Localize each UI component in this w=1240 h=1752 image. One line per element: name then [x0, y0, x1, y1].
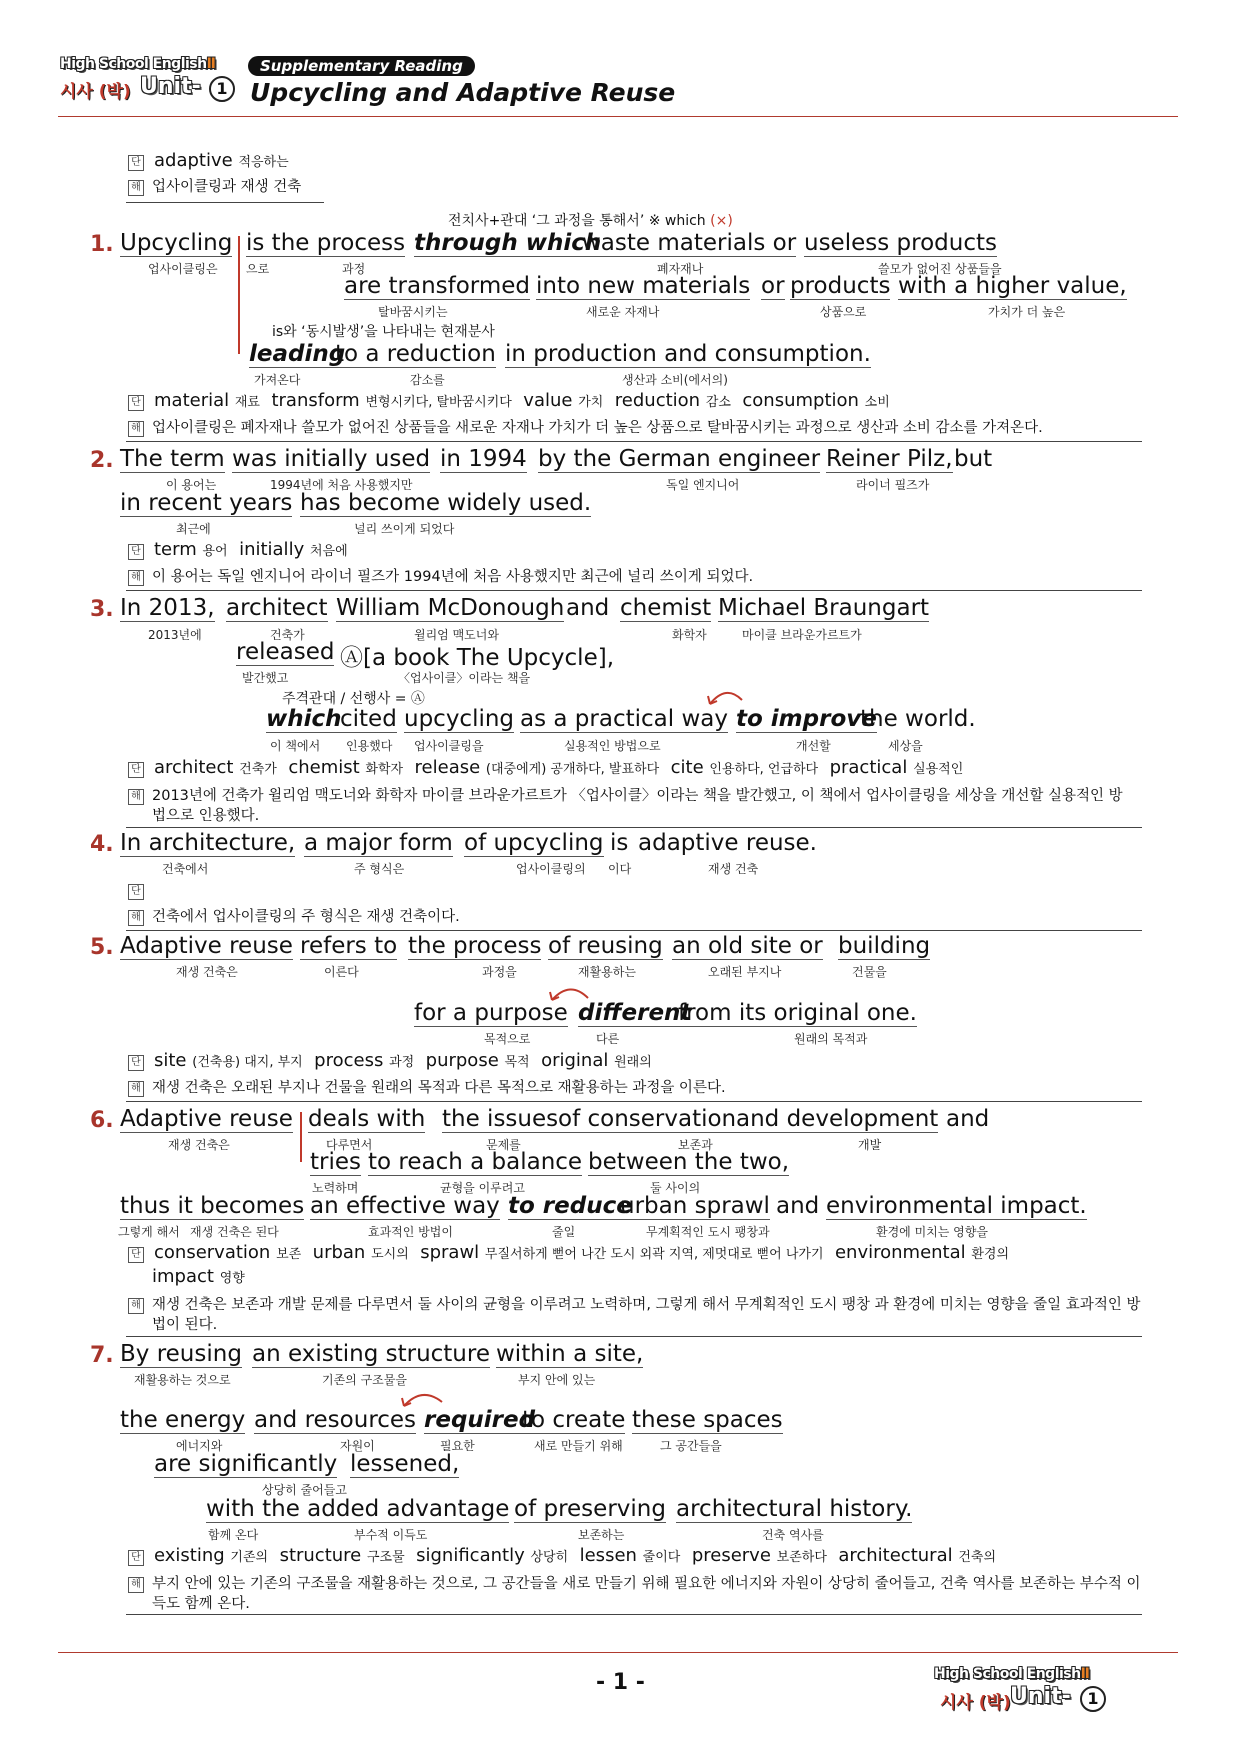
gloss: 줄일 [552, 1225, 576, 1239]
gloss: 무계획적인 도시 팽창과 [646, 1225, 770, 1239]
gloss: 그 공간들을 [660, 1439, 722, 1453]
phrase: lessened, [350, 1451, 460, 1477]
gloss: 으로 [246, 262, 270, 276]
phrase: the process [408, 933, 542, 959]
phrase: upcycling [404, 706, 515, 732]
phrase: products [790, 273, 891, 299]
phrase: The term [120, 446, 225, 472]
phrase: within a site, [496, 1341, 644, 1367]
translation: 2013년에 건축가 윌리엄 맥도너와 화학자 마이클 브라운가르트가 〈업사이클〉이라는 책을 발간했고, 이 책에서 업사이클링을 세상을 개선할 실용적인 방법으로 인용했다. [152, 788, 1123, 824]
gloss: 〈업사이클〉이라는 책을 [398, 671, 531, 685]
vocab-icon: 단 [128, 884, 144, 900]
gloss: 기존의 구조물을 [322, 1373, 407, 1387]
phrase: of upcycling [464, 830, 604, 856]
phrase: architect [226, 595, 328, 621]
gloss: 문제를 [486, 1138, 521, 1152]
grammar-note: 주격관대 / 선행사 = Ⓐ [282, 691, 425, 707]
gloss: 이다 [608, 862, 632, 876]
gloss: 상당히 줄어들고 [262, 1483, 347, 1497]
gloss: 가져온다 [254, 373, 301, 387]
phrase: In 2013, [120, 595, 215, 621]
phrase: Adaptive reuse [120, 933, 293, 959]
supplementary-badge: Supplementary Reading [248, 56, 475, 76]
phrase: Upcycling [120, 230, 233, 256]
phrase-keyword: which [266, 706, 342, 732]
phrase: in recent years [120, 490, 293, 516]
gloss: 균형을 이루려고 [440, 1181, 525, 1195]
phrase: of preserving [514, 1496, 666, 1522]
phrase: an effective way [310, 1193, 500, 1219]
page-title: Upcycling and Adaptive Reuse [250, 78, 676, 107]
vocab-icon: 단 [128, 1247, 144, 1263]
gloss: 널리 쓰이게 되었다 [354, 522, 455, 536]
separator [126, 930, 1142, 931]
phrase: has become widely used. [300, 490, 592, 516]
gloss: 오래된 부지나 [708, 965, 782, 979]
phrase: and development [736, 1106, 939, 1132]
gloss: 화학자 [672, 628, 707, 642]
intro-vocab: adaptive 적응하는 [154, 150, 289, 171]
translation-icon: 해 [128, 421, 144, 437]
gloss: 과정을 [482, 965, 517, 979]
separator [126, 1614, 1142, 1615]
page-number: - 1 - [596, 1670, 645, 1695]
sentence-number: 4. [90, 832, 114, 857]
vocab-list: conservation 보존 urban 도시의 sprawl 무질서하게 뻗어 나간 도시 외곽 지역, 제멋대로 뻗어 나가기 environmental 환경의 [154, 1242, 1010, 1263]
vocab-icon: 단 [128, 762, 144, 778]
phrase: in production and consumption. [505, 341, 871, 367]
gloss: 쓸모가 없어진 상품들을 [878, 262, 1002, 276]
phrase: by the German engineer [538, 446, 821, 472]
phrase-keyword: leading [249, 341, 346, 367]
phrase: as a practical way [520, 706, 728, 732]
phrase-keyword: through which [414, 230, 602, 256]
logo-unit-number: 1 [1080, 1686, 1106, 1712]
gloss: 재활용하는 것으로 [134, 1373, 231, 1387]
gloss: 보존과 [678, 1138, 713, 1152]
phrase: into new materials [536, 273, 751, 299]
gloss: 폐자재나 [657, 262, 704, 276]
vocab-icon: 단 [128, 1055, 144, 1071]
translation: 건축에서 업사이클링의 주 형식은 재생 건축이다. [152, 909, 460, 925]
translation: 업사이클링은 폐자재나 쓸모가 없어진 상품들을 새로운 자재나 가치가 더 높은 상품으로 탈바꿈시키는 과정으로 생산과 소비 감소를 가져온다. [152, 420, 1043, 436]
phrase: the issues [442, 1106, 559, 1132]
gloss: 생산과 소비(에서의) [622, 373, 728, 387]
gloss: 건물을 [852, 965, 887, 979]
gloss: 건축에서 [162, 862, 209, 876]
translation: 재생 건축은 오래된 부지나 건물을 원래의 목적과 다른 목적으로 재활용하는 과정을 이른다. [152, 1080, 726, 1096]
phrase: and [946, 1106, 990, 1132]
gloss: 업사이클링을 [414, 739, 484, 753]
arrow-icon [706, 684, 746, 708]
gloss: 과정 [342, 262, 366, 276]
separator [126, 1101, 1142, 1102]
phrase: but [954, 446, 993, 472]
gloss: 재생 건축 [708, 862, 759, 876]
phrase: Reiner Pilz, [826, 446, 953, 472]
phrase: of conservation [558, 1106, 737, 1132]
grammar-note: is와 ‘동시발생’을 나타내는 현재분사 [272, 324, 495, 340]
phrase: deals with [308, 1106, 426, 1132]
phrase-keyword: different [578, 1000, 692, 1026]
phrase: urban sprawl [620, 1193, 770, 1219]
translation-icon: 해 [128, 1081, 144, 1097]
phrase: to reach a balance [368, 1149, 583, 1175]
gloss: 개선할 [796, 739, 831, 753]
phrase: with a higher value, [898, 273, 1127, 299]
gloss: 최근에 [176, 522, 211, 536]
phrase: these spaces [632, 1407, 783, 1433]
vocab-list: impact 영향 [152, 1266, 245, 1287]
sentence-number: 5. [90, 935, 114, 960]
phrase: Michael Braungart [718, 595, 930, 621]
phrase: Adaptive reuse [120, 1106, 293, 1132]
phrase: architectural history. [676, 1496, 913, 1522]
vocab-list: material 재료 transform 변형시키다, 탈바꿈시키다 value 가치 reduction 감소 consumption 소비 [154, 390, 890, 411]
phrase-keyword: required [424, 1407, 536, 1433]
phrase: to a reduction [335, 341, 496, 367]
logo-top-text: High School EnglishⅡ [60, 56, 216, 72]
sentence-number: 6. [90, 1108, 114, 1133]
gloss: 상품으로 [820, 305, 867, 319]
logo-publisher: 시사 (박) [940, 1693, 1011, 1713]
gloss: 1994년에 처음 사용했지만 [270, 478, 413, 492]
phrase: or [761, 273, 785, 299]
grammar-note: 전치사+관대 ‘그 과정을 통해서’ ※ which (×) [448, 213, 733, 229]
phrase: and [566, 595, 610, 621]
sentence-number: 3. [90, 597, 114, 622]
gloss: 실용적인 방법으로 [564, 739, 661, 753]
gloss: 그렇게 해서 [118, 1225, 180, 1239]
footer-divider [58, 1652, 1178, 1653]
sentence-number: 7. [90, 1343, 114, 1368]
logo-top-text: High School EnglishⅡ [934, 1666, 1090, 1682]
gloss: 건축 역사를 [762, 1528, 824, 1542]
bracket [238, 236, 240, 354]
phrase: and [776, 1193, 820, 1219]
sentence-number: 2. [90, 448, 114, 473]
vocab-list: architect 건축가 chemist 화학자 release (대중에게) 공개하다, 발표하다 cite 인용하다, 언급하다 practical 실용적인 [154, 757, 964, 778]
vocab-icon: 단 [128, 395, 144, 411]
gloss: 필요한 [440, 1439, 475, 1453]
gloss: 재생 건축은 [168, 1138, 230, 1152]
phrase: tries [310, 1149, 361, 1175]
gloss: 탈바꿈시키는 [378, 305, 448, 319]
gloss: 노력하며 [312, 1181, 359, 1195]
phrase: useless products [804, 230, 997, 256]
phrase-keyword: to reduce [508, 1193, 632, 1219]
phrase: refers to [300, 933, 398, 959]
gloss: 발간했고 [242, 671, 289, 685]
phrase: thus it becomes [120, 1193, 305, 1219]
separator [126, 590, 1142, 591]
phrase: for a purpose [414, 1000, 568, 1026]
gloss: 마이클 브라운가르트가 [742, 628, 862, 642]
gloss: 이 용어는 [166, 478, 217, 492]
phrase: building [838, 933, 931, 959]
phrase: the world. [860, 706, 976, 732]
intro-translation: 업사이클링과 재생 건축 [152, 179, 302, 195]
logo-publisher: 시사 (박) [60, 82, 131, 102]
translation-icon: 해 [128, 789, 144, 805]
gloss: 재생 건축은 된다 [190, 1225, 279, 1239]
gloss: 세상을 [888, 739, 923, 753]
gloss: 새로운 자재나 [586, 305, 660, 319]
phrase: waste materials or [582, 230, 797, 256]
phrase: are significantly [154, 1451, 338, 1477]
phrase: adaptive reuse. [638, 830, 817, 856]
phrase: in 1994 [440, 446, 527, 472]
gloss: 업사이클링의 [516, 862, 586, 876]
phrase: with the added advantage [206, 1496, 510, 1522]
phrase: the energy [120, 1407, 246, 1433]
gloss: 환경에 미치는 영향을 [876, 1225, 988, 1239]
separator [126, 827, 1142, 828]
separator [126, 441, 1142, 442]
gloss: 감소를 [410, 373, 445, 387]
phrase: and resources [254, 1407, 417, 1433]
phrase: between the two, [588, 1149, 790, 1175]
phrase: of reusing [548, 933, 663, 959]
translation-icon: 해 [128, 570, 144, 586]
sentence-number: 1. [90, 232, 114, 257]
phrase: are transformed [344, 273, 531, 299]
translation: 재생 건축은 보존과 개발 문제를 다루면서 둘 사이의 균형을 이루려고 노력하며, 그렇게 해서 무계획적인 도시 팽창 과 환경에 미치는 영향을 줄일 효과적인 방법이 된다. [152, 1297, 1141, 1333]
gloss: 부수적 이득도 [354, 1528, 428, 1542]
phrase: is the process [246, 230, 406, 256]
phrase: cited [340, 706, 397, 732]
gloss: 2013년에 [148, 628, 202, 642]
phrase: to create [522, 1407, 626, 1433]
logo-unit: Unit- [1010, 1684, 1071, 1709]
phrase: chemist [620, 595, 712, 621]
phrase: is [610, 830, 629, 856]
translation-icon: 해 [128, 910, 144, 926]
translation: 이 용어는 독일 엔지니어 라이너 필즈가 1994년에 처음 사용했지만 최근에 널리 쓰이게 되었다. [152, 569, 754, 585]
gloss: 다루면서 [326, 1138, 373, 1152]
phrase: a major form [304, 830, 453, 856]
phrase: William McDonough [336, 595, 565, 621]
gloss: 윌리엄 맥도너와 [414, 628, 499, 642]
gloss: 재활용하는 [578, 965, 636, 979]
gloss: 라이너 필즈가 [856, 478, 930, 492]
gloss: 이 책에서 [270, 739, 321, 753]
bracket [300, 1112, 302, 1162]
gloss: 새로 만들기 위해 [534, 1439, 623, 1453]
gloss: 다른 [596, 1032, 620, 1046]
gloss: 목적으로 [484, 1032, 531, 1046]
gloss: 인용했다 [346, 739, 393, 753]
gloss: 재생 건축은 [176, 965, 238, 979]
phrase: environmental impact. [826, 1193, 1087, 1219]
phrase: an existing structure [252, 1341, 490, 1367]
gloss: 업사이클링은 [148, 262, 218, 276]
gloss: 건축가 [270, 628, 305, 642]
translation-icon: 해 [128, 180, 144, 196]
gloss: 함께 온다 [208, 1528, 259, 1542]
phrase: an old site or [672, 933, 823, 959]
phrase: Ⓐ[a book The Upcycle], [340, 645, 615, 671]
phrase: By reusing [120, 1341, 242, 1367]
vocab-list: existing 기존의 structure 구조물 significantly 상당히 lessen 줄이다 preserve 보존하다 architectural 건축의 [154, 1545, 997, 1566]
phrase: was initially used [232, 446, 431, 472]
logo-unit-number: 1 [209, 76, 235, 102]
gloss: 가치가 더 높은 [988, 305, 1066, 319]
phrase: In architecture, [120, 830, 296, 856]
translation: 부지 안에 있는 기존의 구조물을 재활용하는 것으로, 그 공간들을 새로 만들기 위해 필요한 에너지와 자원이 상당히 줄어들고, 건축 역사를 보존하는 부수적 이득도 함께 온다. [152, 1576, 1141, 1612]
logo-unit: Unit- [140, 74, 201, 99]
gloss: 둘 사이의 [650, 1181, 701, 1195]
separator [126, 1336, 1142, 1337]
vocab-icon: 단 [128, 155, 144, 171]
header-divider [58, 116, 1178, 117]
gloss: 자원이 [340, 1439, 375, 1453]
gloss: 부지 안에 있는 [518, 1373, 596, 1387]
separator [126, 202, 324, 203]
translation-icon: 해 [128, 1577, 144, 1593]
translation-icon: 해 [128, 1298, 144, 1314]
phrase: from its original one. [678, 1000, 917, 1026]
gloss: 에너지와 [176, 1439, 223, 1453]
vocab-icon: 단 [128, 544, 144, 560]
vocab-icon: 단 [128, 1550, 144, 1566]
gloss: 효과적인 방법이 [368, 1225, 453, 1239]
gloss: 원래의 목적과 [794, 1032, 868, 1046]
vocab-list: term 용어 initially 처음에 [154, 539, 348, 560]
gloss: 이른다 [324, 965, 359, 979]
phrase: released [236, 639, 335, 665]
vocab-list: site (건축용) 대지, 부지 process 과정 purpose 목적 original 원래의 [154, 1050, 652, 1071]
gloss: 개발 [858, 1138, 882, 1152]
phrase-keyword: to improve [736, 706, 877, 732]
gloss: 독일 엔지니어 [666, 478, 740, 492]
gloss: 주 형식은 [354, 862, 405, 876]
gloss: 보존하는 [578, 1528, 625, 1542]
